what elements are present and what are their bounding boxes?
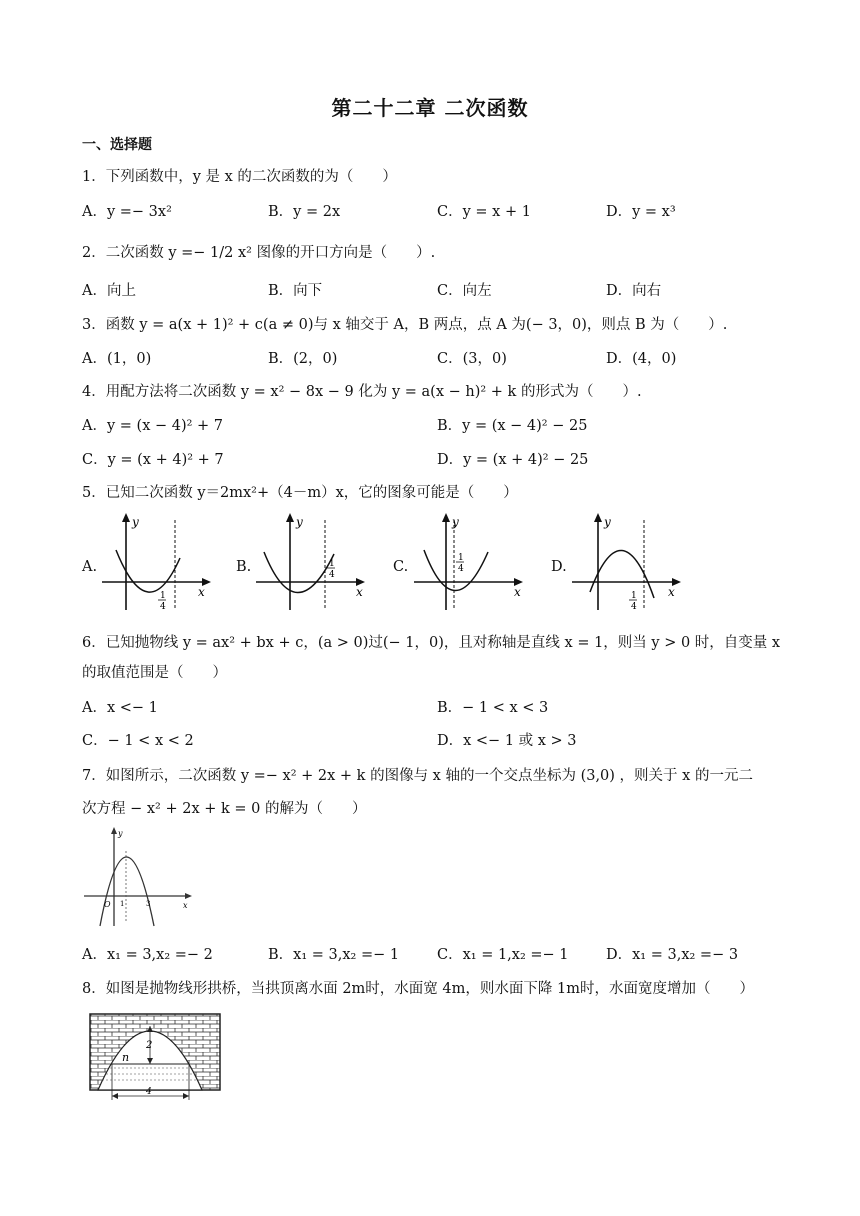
question-6-stem-line-1: 6．已知抛物线 y = ax² + bx + c，(a > 0)过(− 1，0)，且对称轴是直线 x = 1，则当 y > 0 时，自变量 x (82, 635, 781, 651)
graph-c-frac-den: 4 (458, 564, 464, 574)
question-1-option-b: B．y = 2x (268, 204, 341, 220)
question-1-option-a: A．y =− 3x² (82, 204, 172, 220)
graph-c-frac-num: 1 (458, 553, 464, 563)
question-5-graph-d (568, 510, 688, 615)
question-8-stem: 8．如图是抛物线形拱桥，当拱顶离水面 2m时，水面宽 4m，则水面下降 1m时，水面宽度增加（ ） (82, 981, 754, 997)
question-4-option-d: D．y = (x + 4)² − 25 (437, 452, 589, 468)
q7-figure-tick-1: 1 (120, 900, 125, 908)
question-2-stem: 2．二次函数 y =− 1/2 x² 图像的开口方向是（ ）. (82, 245, 436, 261)
question-4-option-b: B．y = (x − 4)² − 25 (437, 418, 588, 434)
q7-figure-tick-3: 3 (146, 900, 151, 908)
graph-b-frac-den: 4 (329, 570, 335, 580)
question-7-option-a: A．x₁ = 3,x₂ =− 2 (82, 947, 213, 963)
question-6-option-d: D．x <− 1 或 x > 3 (437, 733, 577, 749)
question-7-option-b: B．x₁ = 3,x₂ =− 1 (268, 947, 400, 963)
question-7-parabola-figure (84, 826, 194, 928)
question-5-graph-b (252, 510, 372, 615)
graph-c-y-label: y (452, 515, 459, 529)
q8-figure-height-label: 2 (146, 1040, 153, 1051)
question-5-option-c-label: C. (393, 559, 409, 575)
question-3-option-c: C．(3，0) (437, 351, 507, 367)
graph-d-y-label: y (604, 515, 611, 529)
question-6-option-b: B．− 1 < x < 3 (437, 700, 549, 716)
question-6-option-c: C．− 1 < x < 2 (82, 733, 194, 749)
question-7-stem-line-2: 次方程 − x² + 2x + k = 0 的解为（ ） (82, 801, 367, 817)
question-8-arch-bridge-figure (88, 1012, 224, 1102)
question-3-option-d: D．(4，0) (606, 351, 677, 367)
question-6-option-a: A．x <− 1 (82, 700, 158, 716)
question-4-option-a: A．y = (x − 4)² + 7 (82, 418, 224, 434)
question-2-option-c: C．向左 (437, 283, 492, 299)
page-title: 第二十二章 二次函数 (331, 96, 529, 120)
question-3-option-b: B．(2，0) (268, 351, 338, 367)
question-4-option-c: C．y = (x + 4)² + 7 (82, 452, 224, 468)
graph-b-x-label: x (356, 585, 363, 599)
question-5-graph-a (98, 510, 218, 615)
graph-b-frac-num: 1 (329, 559, 335, 569)
question-5-graph-c (410, 510, 530, 615)
graph-d-frac-den: 4 (631, 602, 637, 612)
section-heading: 一、选择题 (82, 137, 152, 153)
question-1-option-c: C．y = x + 1 (437, 204, 531, 220)
question-3-stem: 3．函数 y = a(x + 1)² + c(a ≠ 0)与 x 轴交于 A，B 两点，点 A 为(− 3，0)，则点 B 为（ ）. (82, 317, 728, 333)
graph-d-frac-num: 1 (631, 591, 637, 601)
graph-a-y-label: y (132, 515, 139, 529)
question-2-option-b: B．向下 (268, 283, 323, 299)
graph-a-x-label: x (198, 585, 205, 599)
question-1-stem: 1．下列函数中，y 是 x 的二次函数的为（ ） (82, 169, 397, 185)
question-7-stem-line-1: 7．如图所示，二次函数 y =− x² + 2x + k 的图像与 x 轴的一个交点坐标为 (3,0) ，则关于 x 的一元二 (82, 768, 753, 784)
question-2-option-a: A．向上 (82, 283, 136, 299)
graph-b-y-label: y (296, 515, 303, 529)
graph-c-x-label: x (514, 585, 521, 599)
q8-figure-n-label: n (122, 1051, 130, 1064)
question-7-option-d: D．x₁ = 3,x₂ =− 3 (606, 947, 739, 963)
graph-d-x-label: x (668, 585, 675, 599)
question-5-stem: 5．已知二次函数 y＝2mx²+（4－m）x，它的图象可能是（ ） (82, 485, 518, 501)
question-5-option-a-label: A. (82, 559, 98, 575)
question-2-option-d: D．向右 (606, 283, 662, 299)
question-4-stem: 4．用配方法将二次函数 y = x² − 8x − 9 化为 y = a(x − h)² + k 的形式为（ ）. (82, 384, 642, 400)
q8-figure-width-label: 4 (146, 1087, 152, 1097)
question-5-option-b-label: B. (236, 559, 252, 575)
graph-a-frac-num: 1 (160, 591, 166, 601)
q7-figure-y-label: y (118, 829, 123, 838)
q7-figure-origin-label: O (104, 900, 111, 909)
question-3-option-a: A．(1，0) (82, 351, 152, 367)
graph-a-frac-den: 4 (160, 602, 166, 612)
question-1-option-d: D．y = x³ (606, 204, 676, 220)
question-7-option-c: C．x₁ = 1,x₂ =− 1 (437, 947, 569, 963)
q7-figure-x-label: x (183, 901, 188, 910)
question-5-option-d-label: D. (551, 559, 567, 575)
question-6-stem-line-2: 的取值范围是（ ） (82, 665, 227, 681)
